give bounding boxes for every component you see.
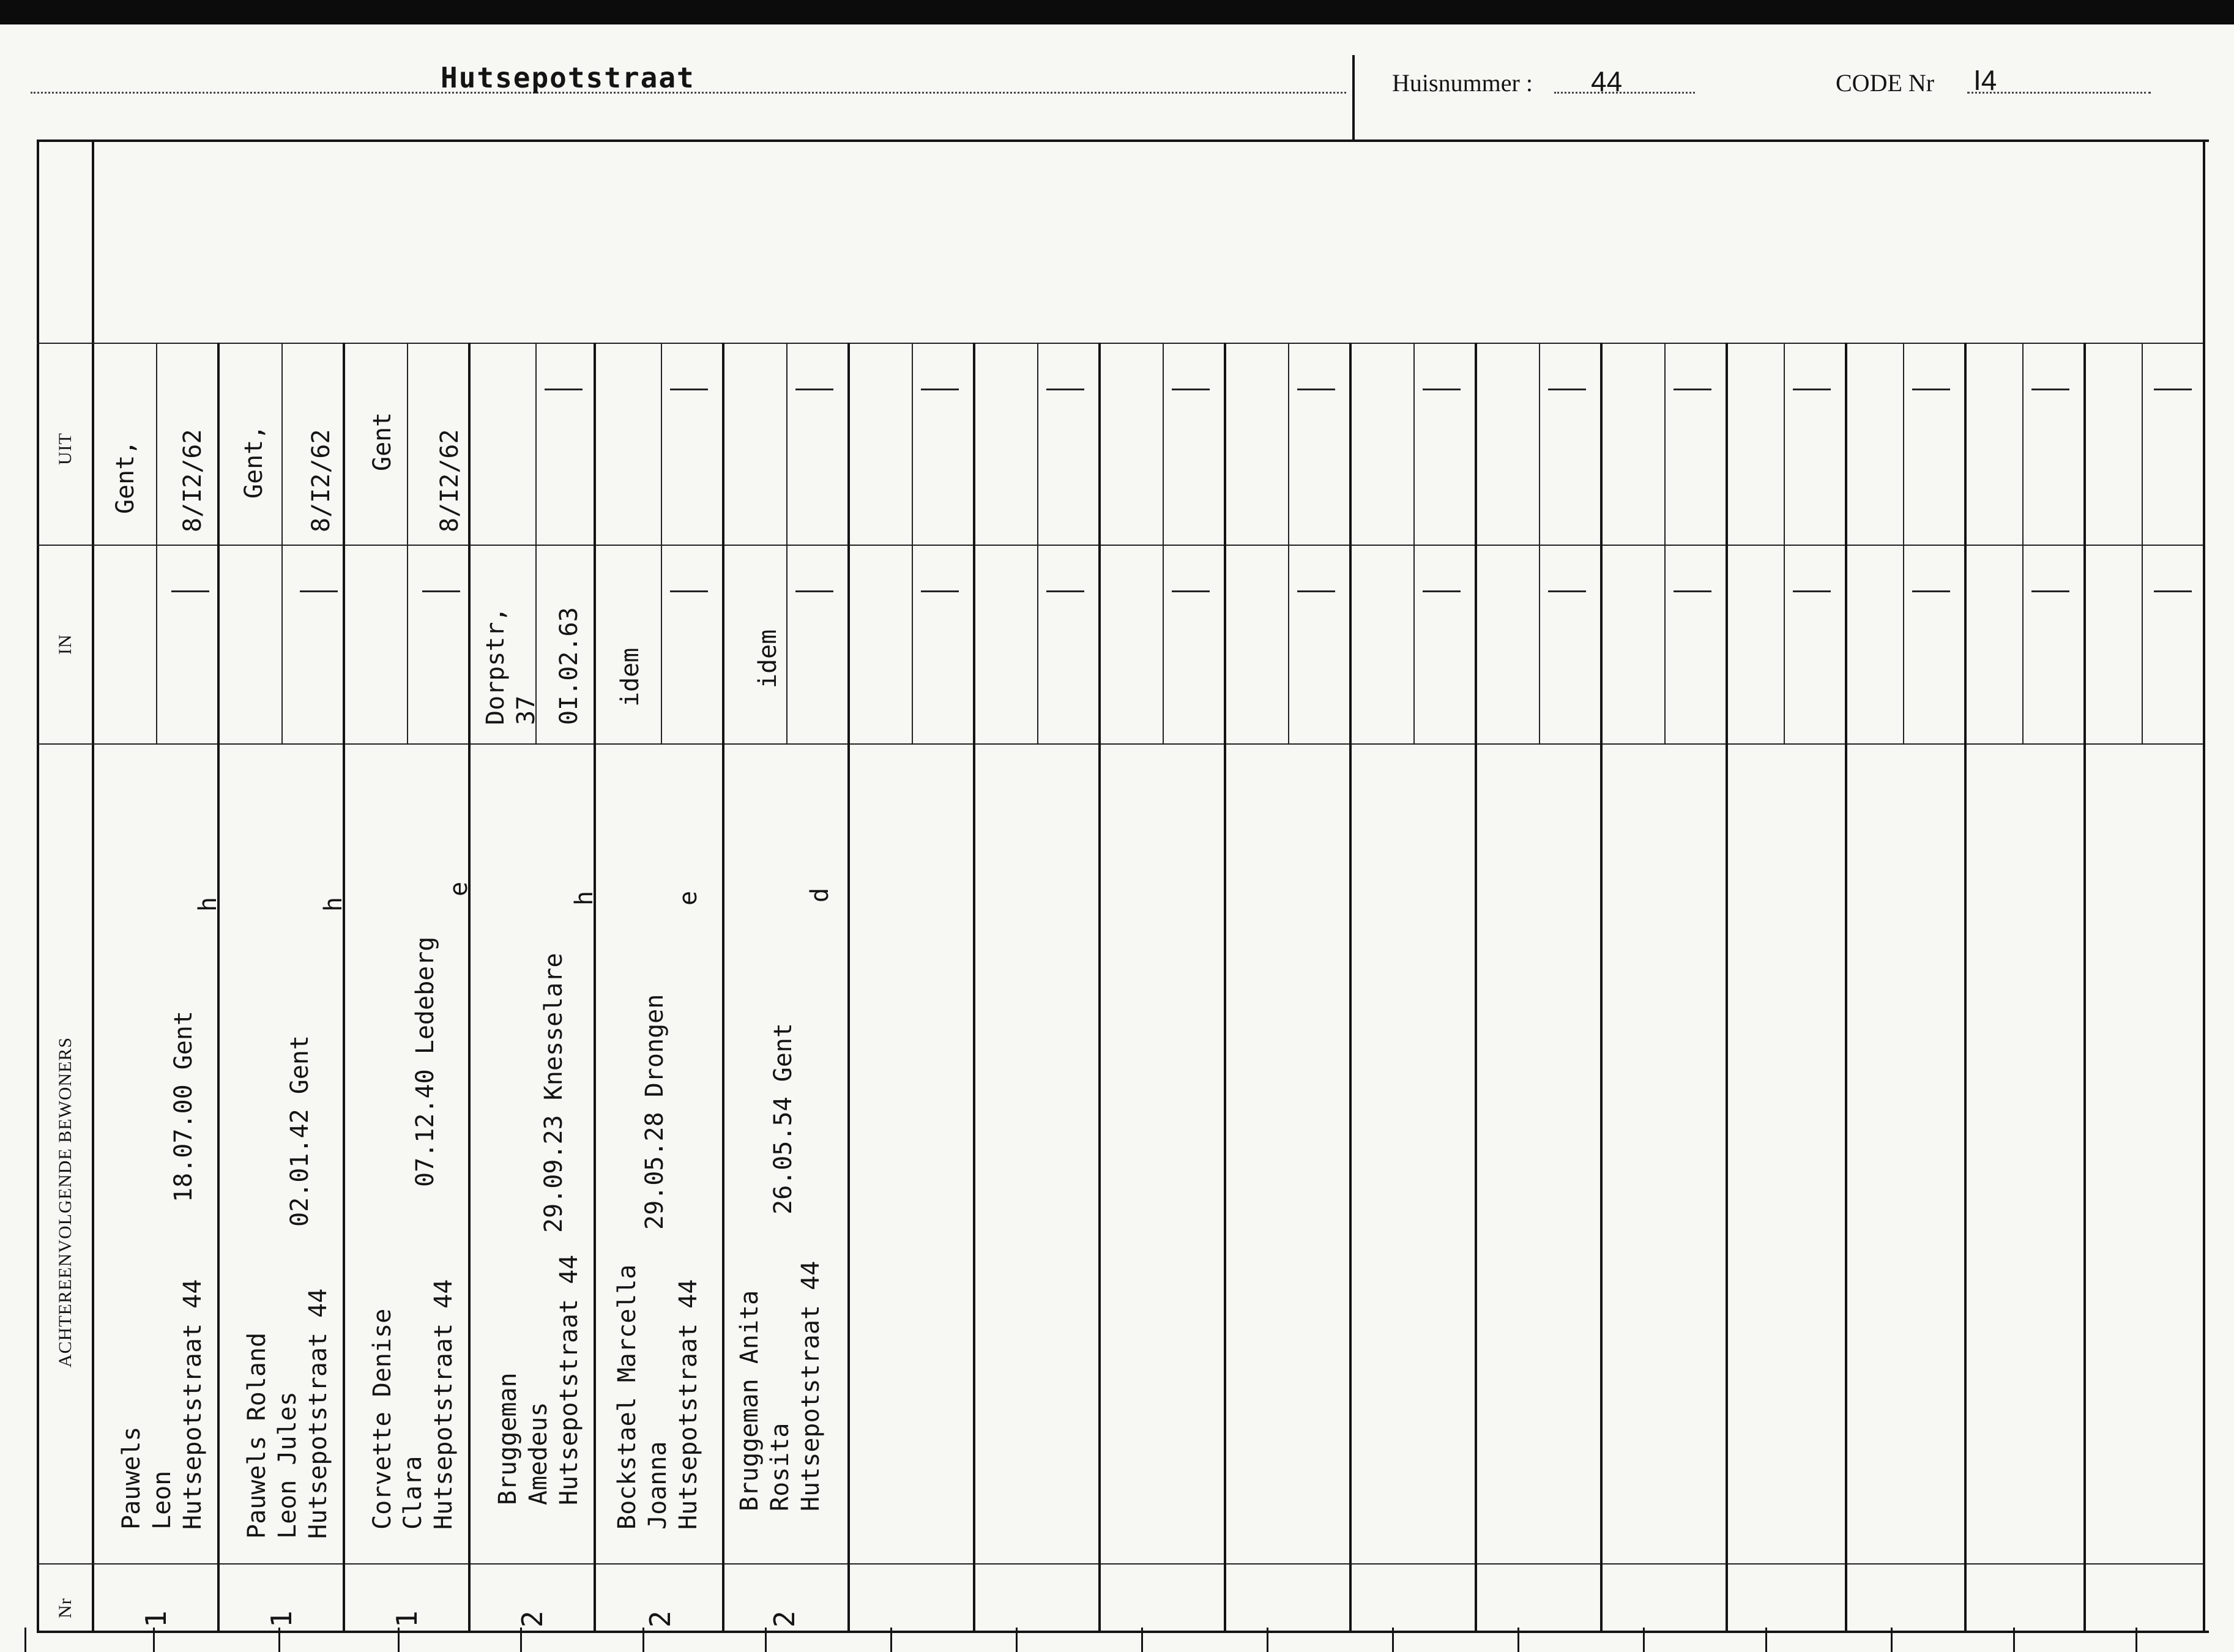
sub-divider-6	[786, 343, 787, 743]
band-divider-uit	[37, 343, 2203, 344]
sub-divider-5	[661, 343, 662, 743]
bottom-tick	[24, 1628, 26, 1652]
column-divider-7	[973, 343, 975, 1632]
empty-dash	[1423, 389, 1461, 390]
bottom-tick	[1891, 1628, 1893, 1652]
column-divider-14	[1845, 343, 1847, 1632]
column-divider-16	[2083, 343, 2086, 1632]
resident-code: e	[445, 881, 473, 896]
empty-dash	[1674, 389, 1711, 390]
bottom-tick	[1392, 1628, 1394, 1652]
sub-divider-11	[1413, 343, 1415, 743]
empty-dash	[1297, 590, 1335, 592]
empty-dash	[921, 590, 959, 592]
empty-dash	[795, 389, 833, 390]
empty-dash	[2031, 590, 2069, 592]
column-divider-4	[594, 343, 596, 1632]
bottom-tick	[765, 1628, 767, 1652]
resident-nr: 2	[768, 1610, 801, 1628]
resident-nr: 2	[516, 1610, 549, 1628]
empty-dash	[2154, 590, 2192, 592]
code-label: CODE Nr	[1836, 69, 1935, 97]
sub-divider-15	[1903, 343, 1904, 743]
sub-divider-1	[156, 343, 157, 743]
resident-code: h	[319, 896, 348, 912]
bottom-tick	[2013, 1628, 2015, 1652]
resident-birth: 02.01.42 Gent	[286, 1035, 314, 1227]
resident-name-line: Hutsepotstraat 44	[674, 1279, 702, 1530]
resident-nr: 2	[644, 1610, 677, 1628]
empty-dash	[1912, 590, 1950, 592]
resident-birth: 29.05.28 Drongen	[641, 994, 669, 1230]
sub-divider-8	[1037, 343, 1038, 743]
empty-dash	[1548, 389, 1586, 390]
resident-in-date: 0I.02.63	[555, 607, 583, 725]
resident-birth: 26.05.54 Gent	[769, 1022, 797, 1215]
resident-code: d	[806, 887, 834, 902]
bottom-tick	[1517, 1628, 1519, 1652]
empty-dash	[1674, 590, 1711, 592]
resident-in-place: Dorpstr, 37	[482, 607, 540, 725]
column-divider-2	[343, 343, 345, 1632]
column-divider-5	[722, 343, 724, 1632]
empty-dash	[670, 389, 708, 390]
sub-divider-7	[912, 343, 913, 743]
header-divider	[1352, 55, 1355, 141]
column-label-in: IN	[55, 634, 75, 655]
column-label-nr: Nr	[55, 1598, 75, 1618]
resident-name-line: Hutsepotstraat 44	[179, 1279, 207, 1530]
empty-dash	[171, 590, 209, 592]
column-divider-15	[1964, 343, 1967, 1632]
resident-name-line: Amedeus	[524, 1402, 553, 1505]
empty-dash	[1793, 590, 1831, 592]
bottom-tick	[2135, 1628, 2137, 1652]
band-divider-nr	[37, 1563, 2203, 1565]
street-name: Hutsepotstraat	[441, 61, 695, 94]
empty-dash	[1423, 590, 1461, 592]
resident-code: h	[570, 890, 598, 906]
scan-edge	[0, 0, 2234, 24]
sub-divider-9	[1163, 343, 1164, 743]
resident-name-line: Hutsepotstraat 44	[430, 1279, 458, 1530]
band-divider-bewoners	[37, 743, 2203, 745]
resident-code: h	[194, 896, 222, 912]
bottom-tick	[642, 1628, 644, 1652]
empty-dash	[795, 590, 833, 592]
resident-in-place: idem	[754, 629, 782, 688]
column-label-uit: UIT	[55, 433, 75, 465]
sub-divider-10	[1288, 343, 1289, 743]
label-column-divider	[92, 140, 94, 1632]
resident-name-line: Bruggeman	[494, 1372, 522, 1505]
empty-dash	[670, 590, 708, 592]
resident-birth: 07.12.40 Ledeberg	[411, 936, 439, 1187]
sub-divider-17	[2142, 343, 2143, 743]
empty-dash	[2154, 389, 2192, 390]
resident-uit-date: 8/I2/62	[436, 429, 464, 532]
empty-dash	[1297, 389, 1335, 390]
column-divider-9	[1224, 343, 1226, 1632]
resident-name-line: Joanna	[644, 1441, 672, 1530]
bottom-tick	[520, 1628, 522, 1652]
resident-nr: 1	[140, 1610, 173, 1628]
column-divider-1	[217, 343, 220, 1632]
empty-dash	[1793, 389, 1831, 390]
resident-name-line: Pauwels	[117, 1426, 146, 1530]
empty-dash	[1046, 590, 1084, 592]
resident-name-line: Rosita	[766, 1423, 794, 1511]
table-bottom-border	[37, 1631, 2209, 1633]
huisnummer-label: Huisnummer :	[1392, 69, 1533, 97]
huisnummer-dotted-line	[1554, 92, 1695, 94]
resident-birth: 29.09.23 Knesselare	[540, 953, 568, 1233]
column-divider-8	[1098, 343, 1101, 1632]
resident-name-line: Bockstael Marcella	[613, 1264, 641, 1530]
resident-uit-date: 8/I2/62	[307, 429, 335, 532]
sub-divider-14	[1784, 343, 1785, 743]
empty-dash	[422, 590, 460, 592]
bottom-tick	[1765, 1628, 1767, 1652]
sub-divider-13	[1664, 343, 1666, 743]
column-divider-13	[1726, 343, 1728, 1632]
table-right-border	[2203, 140, 2205, 1632]
resident-uit-place: Gent,	[240, 425, 268, 499]
column-divider-11	[1475, 343, 1477, 1632]
empty-dash	[1172, 590, 1210, 592]
resident-name-line: Hutsepotstraat 44	[797, 1260, 825, 1511]
sub-divider-16	[2022, 343, 2024, 743]
bottom-tick	[1016, 1628, 1018, 1652]
empty-dash	[1046, 389, 1084, 390]
resident-name-line: Leon	[148, 1470, 176, 1530]
resident-uit-date: 8/I2/62	[179, 429, 207, 532]
band-divider-in	[37, 545, 2203, 546]
resident-name-line: Corvette Denise	[368, 1308, 397, 1530]
sub-divider-3	[407, 343, 408, 743]
column-divider-10	[1349, 343, 1352, 1632]
resident-name-line: Leon Jules	[274, 1391, 302, 1539]
empty-dash	[1172, 389, 1210, 390]
empty-dash	[1548, 590, 1586, 592]
sub-divider-12	[1539, 343, 1540, 743]
resident-uit-place: Gent,	[111, 440, 140, 514]
resident-nr: 1	[265, 1610, 298, 1628]
column-divider-6	[847, 343, 850, 1632]
resident-nr: 1	[390, 1610, 423, 1628]
empty-dash	[921, 389, 959, 390]
bottom-tick	[1643, 1628, 1645, 1652]
resident-name-line: Hutsepotstraat 44	[304, 1288, 332, 1539]
bottom-tick	[1141, 1628, 1143, 1652]
bottom-tick	[890, 1628, 892, 1652]
table-top-border	[37, 140, 2209, 142]
resident-uit-place: Gent	[368, 412, 397, 471]
empty-dash	[545, 389, 583, 390]
bottom-tick	[153, 1628, 155, 1652]
empty-dash	[300, 590, 338, 592]
code-value: I4	[1973, 64, 1997, 96]
table-left-border	[37, 140, 39, 1632]
resident-name-line: Bruggeman Anita	[735, 1290, 764, 1511]
column-label-bewoners: ACHTEREENVOLGENDE BEWONERS	[55, 1036, 75, 1367]
empty-dash	[1912, 389, 1950, 390]
resident-name-line: Hutsepotstraat 44	[555, 1254, 583, 1505]
bottom-tick	[398, 1628, 400, 1652]
column-divider-12	[1600, 343, 1603, 1632]
resident-birth: 18.07.00 Gent	[169, 1010, 198, 1202]
sub-divider-2	[281, 343, 283, 743]
bottom-tick	[1267, 1628, 1268, 1652]
column-divider-3	[468, 343, 471, 1632]
resident-name-line: Pauwels Roland	[243, 1332, 271, 1539]
resident-name-line: Clara	[399, 1456, 427, 1530]
resident-code: e	[674, 890, 702, 906]
empty-dash	[2031, 389, 2069, 390]
huisnummer-value: 44	[1591, 65, 1623, 97]
resident-in-place: idem	[616, 647, 644, 707]
bottom-tick	[278, 1628, 280, 1652]
